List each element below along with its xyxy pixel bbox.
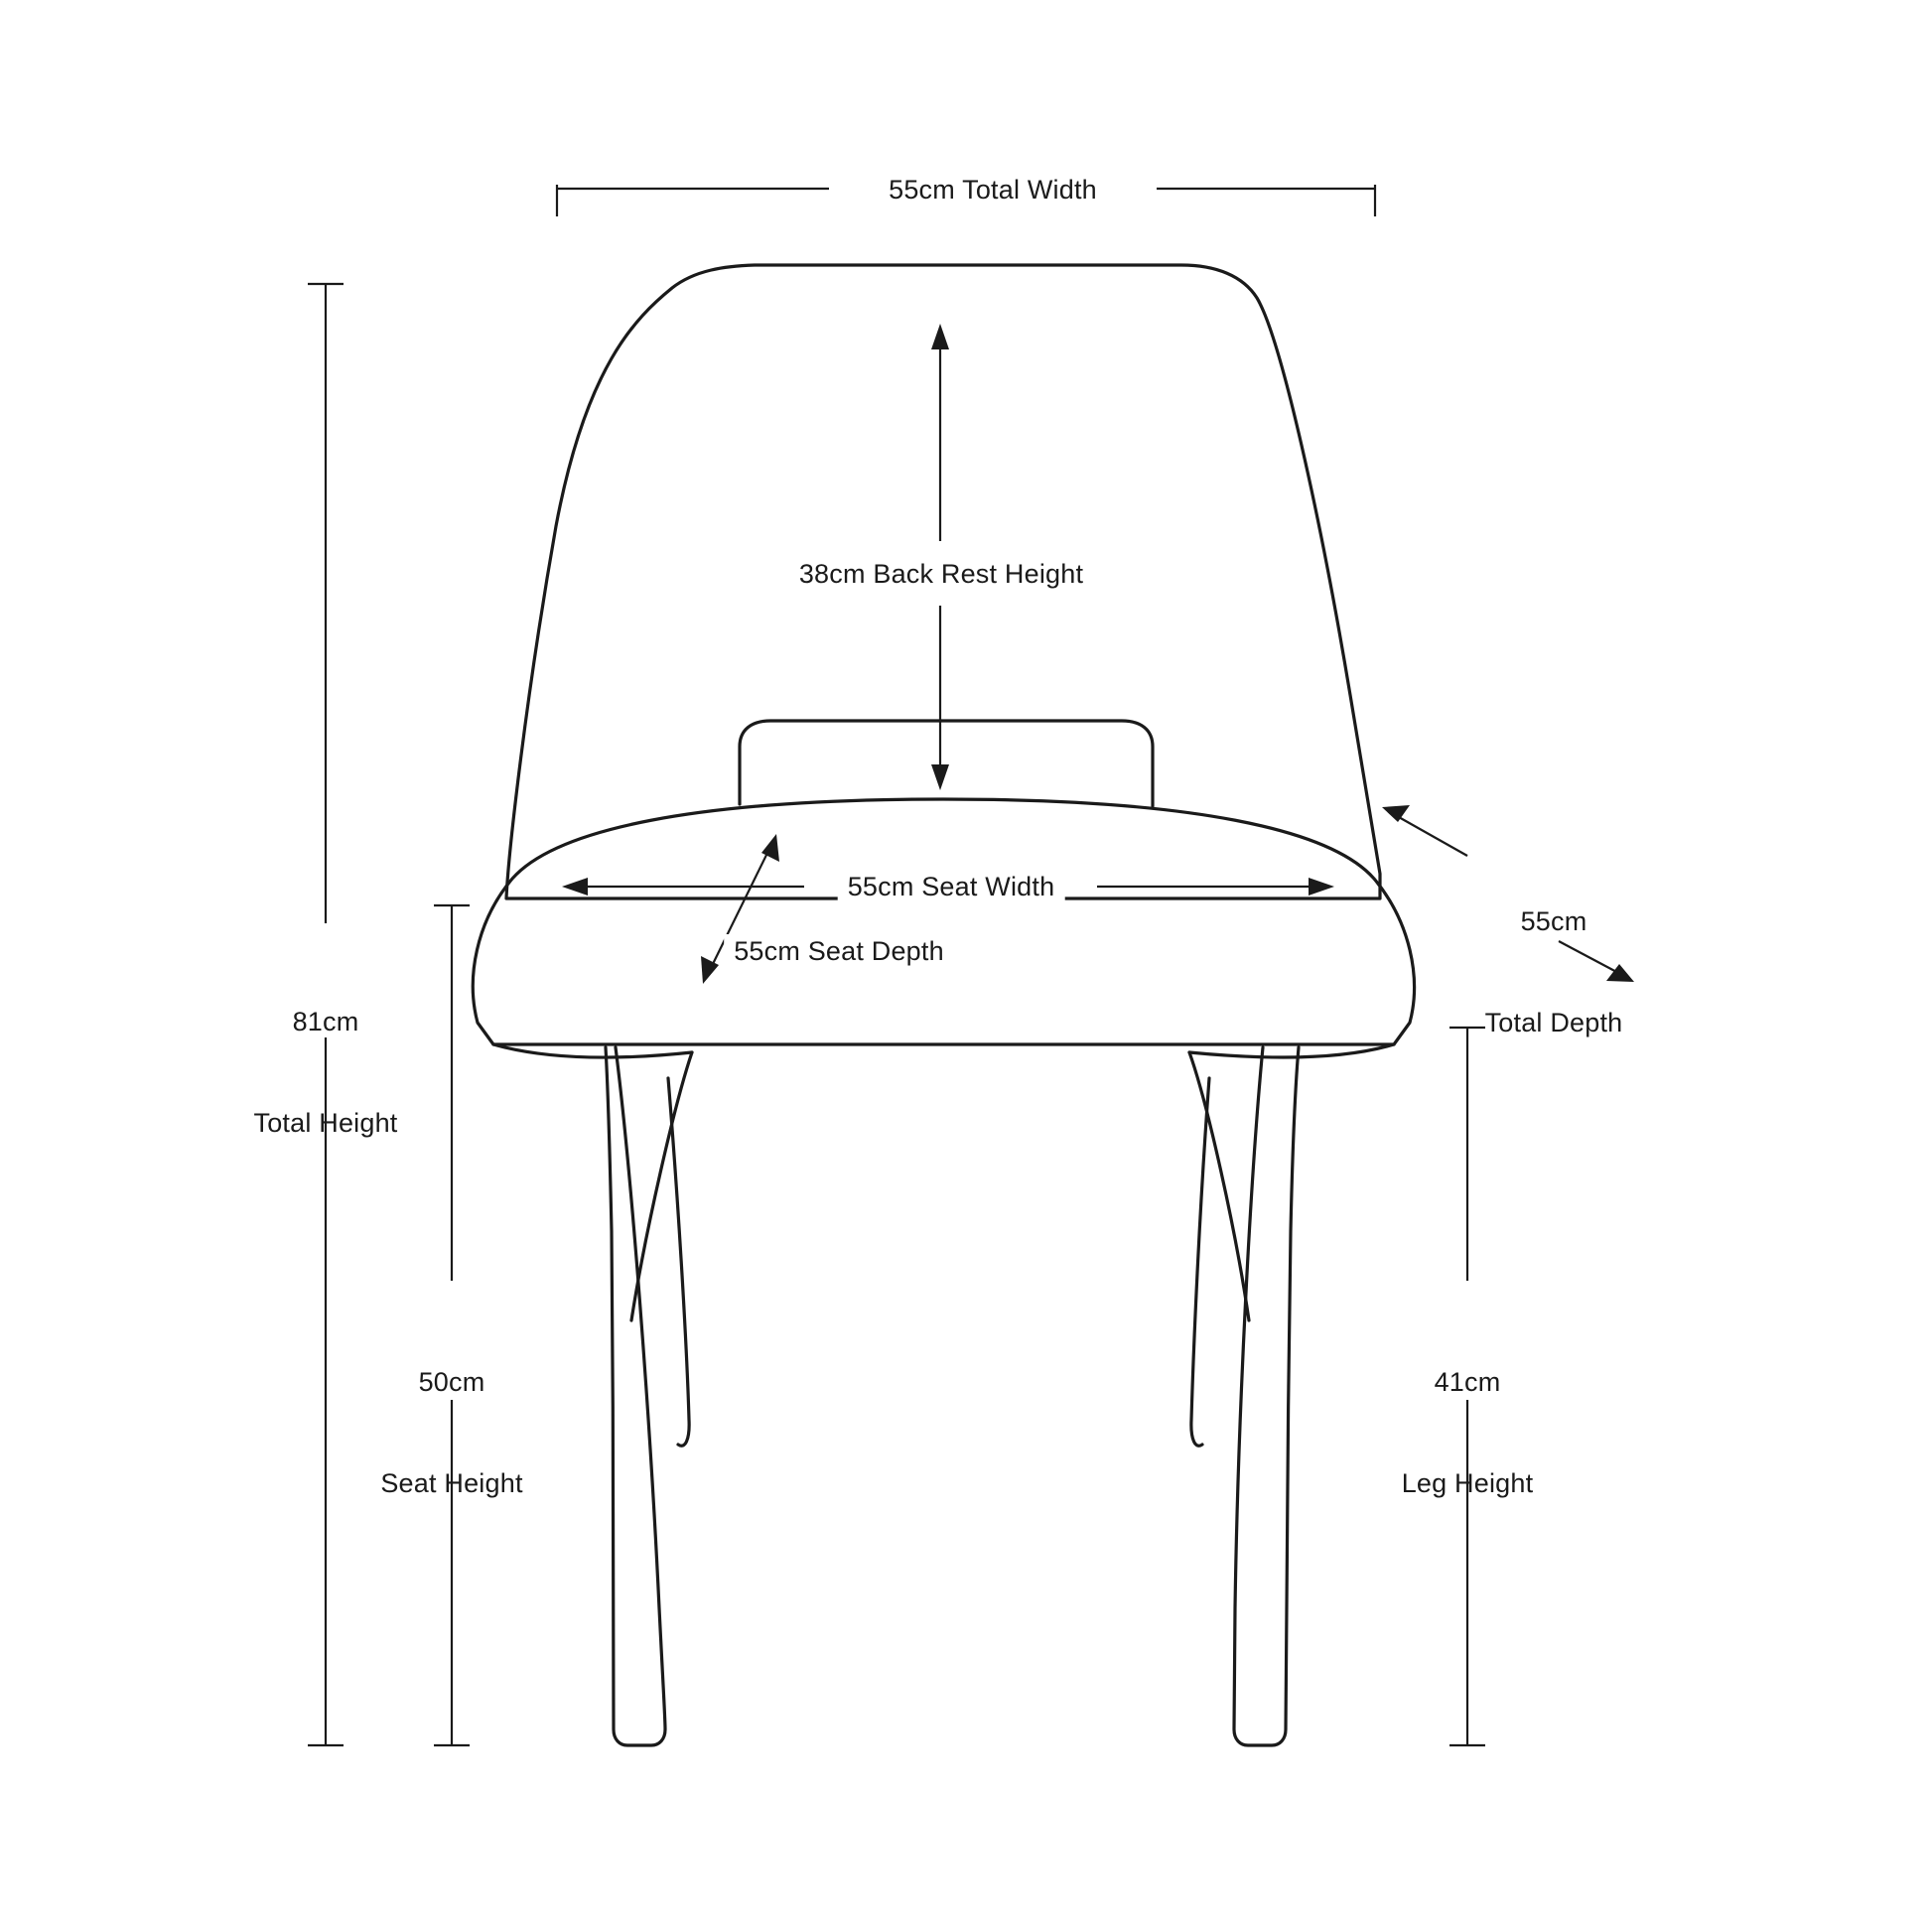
label-leg-height: [1402, 1298, 1534, 1568]
chair-illustration: [473, 265, 1414, 1745]
chair-underseat-left: [493, 1044, 692, 1057]
chair-front-left-leg-inner: [668, 1078, 689, 1446]
label-leg-height-value: 41cm: [1434, 1367, 1501, 1397]
label-leg-height-name: Leg Height: [1401, 1468, 1534, 1498]
chair-front-left-leg: [606, 1047, 665, 1745]
label-seat-height-value: 50cm: [418, 1367, 485, 1397]
label-total-depth: [1485, 837, 1623, 1107]
label-total-depth-name: Total Depth: [1484, 1008, 1623, 1037]
label-seat-height: [380, 1298, 522, 1568]
label-total-depth-value: 55cm: [1520, 906, 1587, 936]
chair-front-right-leg-inner: [1191, 1078, 1209, 1446]
label-total-height-value: 81cm: [292, 1007, 359, 1036]
label-total-height: [254, 937, 398, 1207]
label-seat-height-name: Seat Height: [380, 1468, 523, 1498]
chair-front-right-leg: [1234, 1047, 1299, 1745]
label-seat-width: 55cm Seat Width: [838, 870, 1065, 903]
chair-underseat-right: [1189, 1044, 1394, 1057]
label-total-height-name: Total Height: [253, 1108, 398, 1138]
label-total-width: 55cm Total Width: [879, 173, 1107, 207]
label-seat-depth: 55cm Seat Depth: [724, 934, 954, 968]
chair-seat-outline: [473, 799, 1414, 1044]
label-back-rest-height: 38cm Back Rest Height: [789, 557, 1093, 591]
chair-lumbar-outline: [740, 721, 1153, 806]
